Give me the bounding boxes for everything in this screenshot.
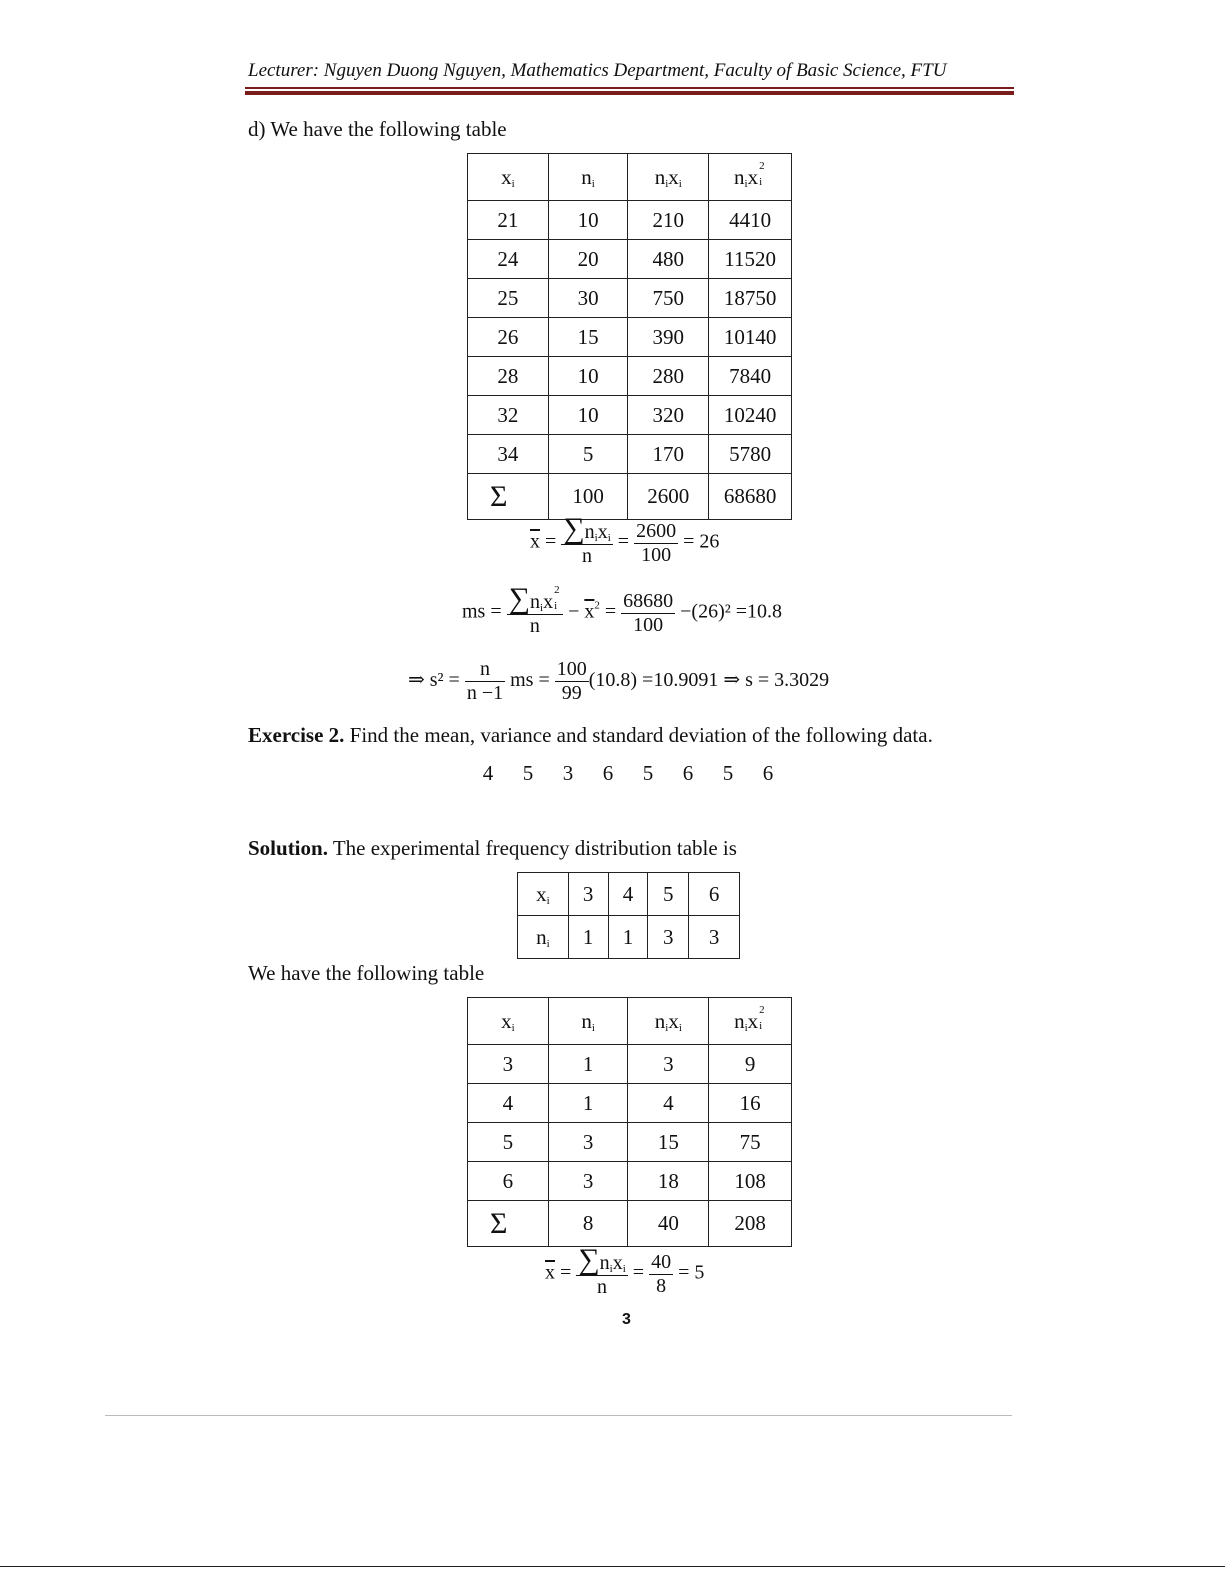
- header-n: $n_i$: [548, 154, 628, 201]
- table-row: 6 3 18 108: [468, 1162, 792, 1201]
- page-number: 3: [622, 1311, 631, 1328]
- sigma-icon: Σ: [468, 474, 549, 520]
- sigma-icon: Σ: [468, 1201, 549, 1247]
- table-1: [467, 153, 792, 520]
- table-row: $n_i$ 1 1 3 3: [518, 916, 740, 959]
- page-bottom-edge: [0, 1566, 1225, 1567]
- table-row: $x_i$ 3 4 5 6: [518, 873, 740, 916]
- table-row: 24 20 480 11520: [468, 240, 792, 279]
- page-header: Lecturer: Nguyen Duong Nguyen, Mathematics Department, Faculty of Basic Science, FTU: [248, 60, 947, 81]
- table-row: 4 1 4 16: [468, 1084, 792, 1123]
- table-1-header: [468, 154, 792, 201]
- header-rule: [245, 87, 1014, 89]
- table-sum-row: Σ 8 40 208: [468, 1201, 792, 1247]
- std-deviation-equation: ⇒ s² = $\frac{n}{n -1}$ ms = $\frac{100}{99}$ (10.8) =10.9091 ⇒ s = 3.3029: [408, 658, 830, 704]
- footer-rule: [105, 1415, 1012, 1416]
- table-row: 32 10 320 10240: [468, 396, 792, 435]
- table-row: 28 10 280 7840: [468, 357, 792, 396]
- table-2-header: $x_i$ $n_i$ $n_ix_i$ $n_ix$ 2 i: [468, 998, 792, 1045]
- table-row: 26 15 390 10140: [468, 318, 792, 357]
- table-row: 3 1 3 9: [468, 1045, 792, 1084]
- part-d-intro: d) We have the following table: [248, 117, 507, 141]
- mean-equation-1: $\overline{x}$ = $\frac{\sum n_ix_i}{n}$ = $\frac{2600}{100}$ = 26: [530, 512, 720, 567]
- solution-text: Solution. The experimental frequency distribution table is: [248, 836, 737, 860]
- mean-equation-2: $\overline{x}$ = $\frac{\sum n_ix_i}{n}$ = $\frac{40}{8}$ = 5: [545, 1243, 705, 1298]
- exercise-2: Exercise 2. Find the mean, variance and standard deviation of the following data.: [248, 723, 933, 747]
- table-2: [467, 997, 792, 1247]
- table-row: 21 10 210 4410: [468, 201, 792, 240]
- mean-square-equation: ms = $\sum n_ix$ 2 i n − $\overline{x}^2$ = $\frac{68680}{100}$ −(26)² =10.8: [462, 582, 783, 637]
- table-row: 25 30 750 18750: [468, 279, 792, 318]
- header-nx2: $n_ix$ 2 i: [709, 154, 792, 201]
- table-row: 34 5 170 5780: [468, 435, 792, 474]
- header-rule-thick: [245, 91, 1014, 95]
- header-x: $x_i$: [468, 154, 549, 201]
- frequency-table: [517, 872, 740, 959]
- data-values: 4 5 3 6 5 6 5 6: [482, 761, 774, 785]
- table-row: 5 3 15 75: [468, 1123, 792, 1162]
- header-nx: $n_ix_i$: [628, 154, 709, 201]
- table-sum-row: Σ 100 2600 68680: [468, 474, 792, 520]
- second-table-intro: We have the following table: [248, 961, 485, 985]
